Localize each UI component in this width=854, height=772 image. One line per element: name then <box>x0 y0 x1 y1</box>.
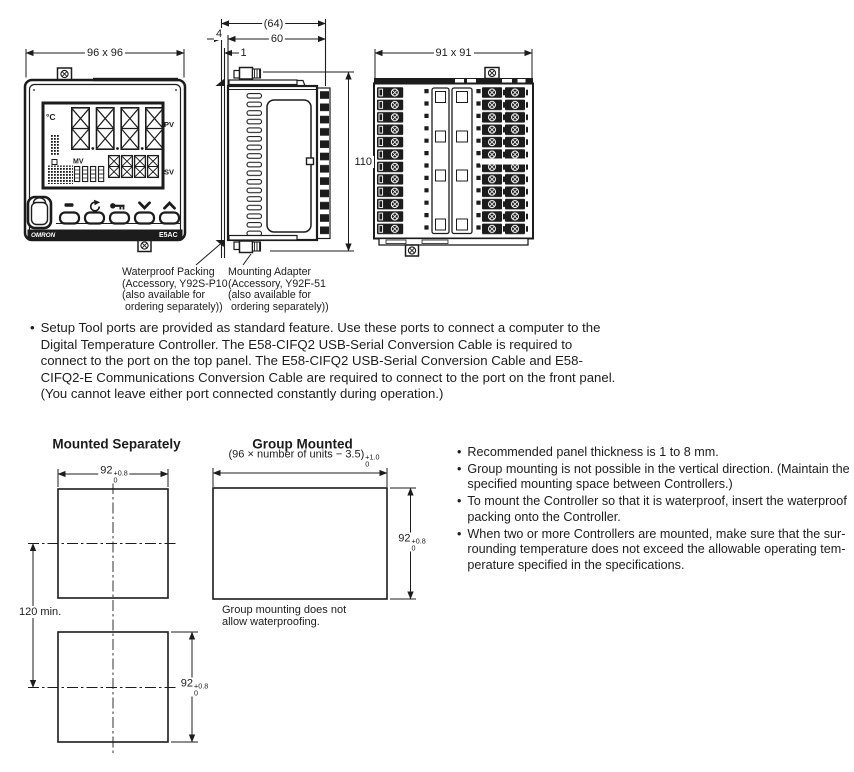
rear-view-drawing <box>374 49 533 256</box>
side-body <box>228 86 317 240</box>
text-line: (also available for <box>228 289 312 302</box>
text-line: ordering separately)) <box>228 300 329 313</box>
mounting-note-item <box>457 445 850 461</box>
front-dimension-label: 96 x 96 <box>86 47 124 59</box>
text-line: (also available for <box>122 289 206 302</box>
shift-key <box>110 213 129 224</box>
tolerance-upper: +0.8 <box>411 536 426 545</box>
usb-port-cover <box>28 197 51 228</box>
pv-label: PV <box>164 120 175 129</box>
text-line: When two or more Controllers are mounted, make sure that the sur- <box>467 526 846 541</box>
tolerance-upper: +1.0 <box>365 452 380 462</box>
tolerance-upper: +0.8 <box>113 468 128 478</box>
tolerance-lower: 0 <box>411 543 416 552</box>
group-mounted-heading: Group Mounted <box>252 436 353 452</box>
mounting-adapter-bottom <box>229 236 297 253</box>
tolerance-upper: +0.8 <box>194 681 209 691</box>
tolerance-lower: 0 <box>365 459 370 469</box>
text-line: (You cannot leave either port connected constantly during operation.) <box>40 386 444 402</box>
level-key-icon <box>65 203 74 207</box>
bullet: • <box>457 494 462 509</box>
screw-icon <box>488 69 495 76</box>
separate-height-dimension <box>179 678 210 697</box>
text-line: Waterproof Packing <box>122 266 215 278</box>
front-view-drawing <box>25 49 185 252</box>
text-line: Setup Tool ports are provided as standard feature. Use these ports to connect a computer to the <box>40 320 601 335</box>
text-line: Recommended panel thickness is 1 to 8 mm. <box>467 445 719 459</box>
mounting-notes-list <box>457 445 850 575</box>
group-cutout-rect <box>213 488 387 599</box>
side-bezel-depth-label: 4 <box>215 27 223 40</box>
separate-width-dimension <box>98 465 129 484</box>
screw-icon <box>141 242 148 249</box>
setup-tool-note <box>30 320 615 403</box>
lcd-display <box>43 103 174 188</box>
mode-key <box>85 213 104 224</box>
model-logo: E5AC <box>159 232 178 240</box>
bullet: • <box>457 445 462 459</box>
text-line: connect to the port on the top panel. The E58-CIFQ2 USB-Serial Conversion Cable and E58- <box>40 353 583 369</box>
mounting-note-item <box>457 462 850 493</box>
terminal-block-left <box>377 87 404 236</box>
group-height-dimension <box>396 532 427 551</box>
text-line: perature specified in the specifications. <box>467 557 685 572</box>
text-line: rounding temperature does not exceed the allowable operating tem- <box>467 542 846 557</box>
group-mounting-note <box>222 604 346 629</box>
dimension-value: (96 × number of units − 3.5) <box>228 448 365 461</box>
dimension-value: 92 <box>398 532 411 544</box>
text-line: packing onto the Controller. <box>467 509 621 524</box>
text-line: ordering separately)) <box>122 300 223 313</box>
rear-dimension-label: 91 x 91 <box>435 47 472 59</box>
tolerance-lower: 0 <box>113 475 118 485</box>
text-line: To mount the Controller so that it is waterproof, insert the waterproof <box>467 494 847 509</box>
side-total-depth-label: (64) <box>263 17 284 30</box>
tolerance-lower: 0 <box>194 688 199 698</box>
waterproof-packing-callout <box>122 267 228 313</box>
rear-center-slots <box>432 88 472 234</box>
group-width-formula <box>227 449 382 468</box>
dimension-value: 92 <box>180 677 194 690</box>
mounting-note-item <box>457 494 850 525</box>
brand-logo: OMRON <box>31 232 56 239</box>
text-line: (Accessory, Y92F-51 <box>228 277 326 290</box>
mounting-note-item <box>457 527 850 574</box>
dimension-value: 92 <box>100 464 113 477</box>
mv-label: MV <box>73 158 84 166</box>
side-height-label: 110 <box>354 155 373 168</box>
sv-label: SV <box>164 167 175 177</box>
side-view-drawing <box>196 19 354 265</box>
up-key <box>160 213 179 224</box>
text-line: (Accessory, Y92S-P10 <box>122 277 228 290</box>
terminal-teeth <box>317 88 330 239</box>
text-line: Group mounting does not <box>222 604 347 616</box>
side-gap-label: 1 <box>240 47 247 59</box>
text-line: Digital Temperature Controller. The E58-CIFQ2 USB-Serial Conversion Cable is required to <box>40 336 573 352</box>
mounted-separately-heading: Mounted Separately <box>52 436 181 452</box>
text-line: Mounting Adapter <box>228 266 312 278</box>
waterproof-packing <box>216 79 225 87</box>
text-line: allow waterproofing. <box>222 616 320 629</box>
bullet: • <box>457 461 462 476</box>
down-key <box>135 213 154 224</box>
side-depth-label: 60 <box>270 33 284 45</box>
text-line: CIFQ2-E Communications Conversion Cable are required to connect to the port on the front panel. <box>40 369 616 385</box>
mounting-adapter-callout <box>228 267 329 313</box>
mounting-adapter-top <box>229 68 305 87</box>
bullet: • <box>30 320 35 335</box>
level-key <box>60 213 79 224</box>
cutout-group-drawing <box>213 468 416 599</box>
screw-icon <box>408 247 415 254</box>
bullet: • <box>457 526 462 541</box>
text-line: Group mounting is not possible in the vertical direction. (Maintain the <box>467 461 850 476</box>
vertical-spacing-dimension: 120 min. <box>19 606 62 618</box>
text-line: specified mounting space between Controllers.) <box>467 477 733 492</box>
screw-icon <box>61 70 68 77</box>
unit-indicator: °C <box>46 112 56 122</box>
